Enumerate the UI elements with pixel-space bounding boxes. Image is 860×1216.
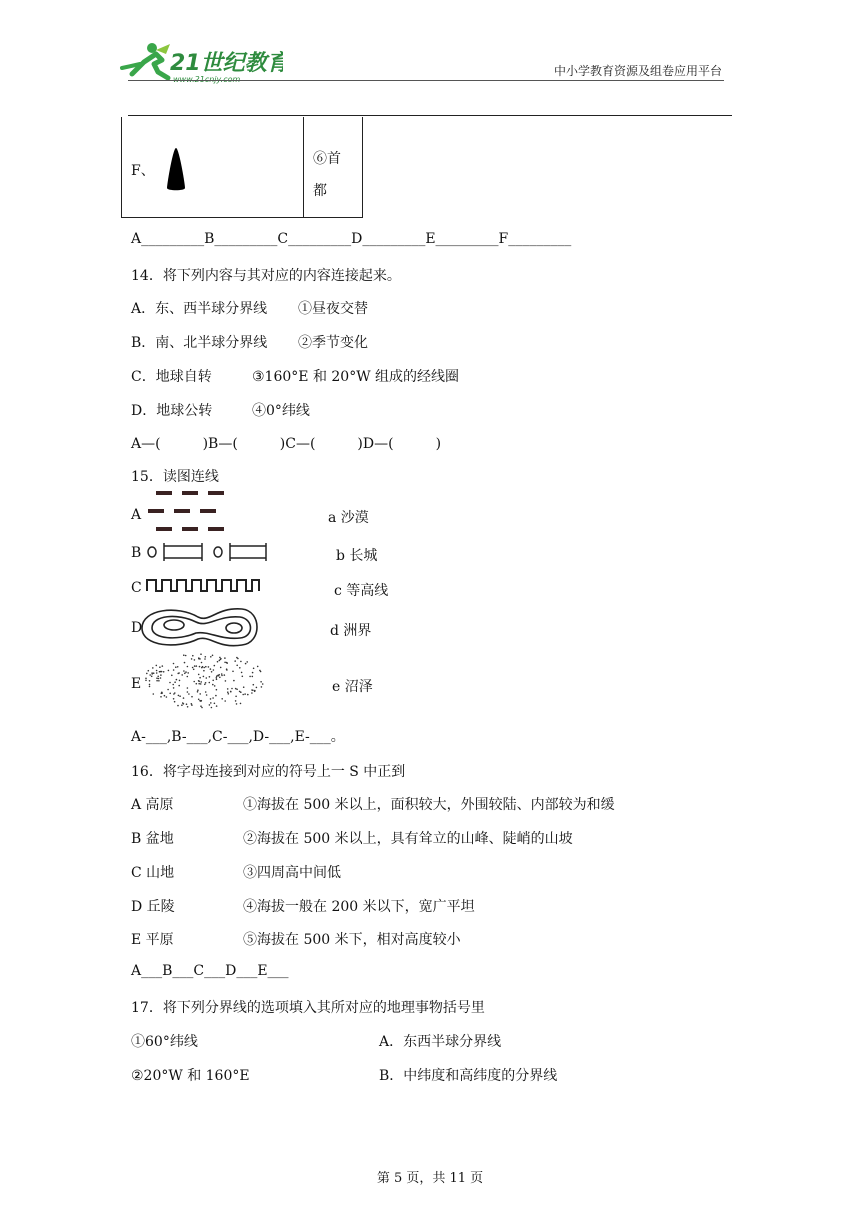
q14-right-item: ②季节变化 xyxy=(298,335,368,351)
q16-landform: B 盆地 xyxy=(131,831,174,847)
swamp-dashes-symbol-icon xyxy=(146,488,232,540)
q15-letter: C xyxy=(131,580,142,596)
q17-boundary-item: ①60°纬线 xyxy=(131,1034,198,1050)
contour-lines-symbol-icon xyxy=(138,603,262,657)
q15-answer: A-___,B-___,C-___,D-___,E-___。 xyxy=(131,729,345,745)
q16-answer: A___B___C___D___E___ xyxy=(131,963,289,979)
q16-title: 16．将字母连接到对应的符号上一 S 中正到 xyxy=(131,764,406,780)
continent-boundary-symbol-icon xyxy=(146,577,262,597)
great-wall-symbol-icon xyxy=(146,541,270,567)
q16-landform: D 丘陵 xyxy=(131,899,175,915)
q14-right-item: ③160°E 和 20°W 组成的经线圈 xyxy=(252,369,460,385)
q15-option: e 沼泽 xyxy=(332,679,373,695)
q16-landform: E 平原 xyxy=(131,932,174,948)
q17-boundary-item: ②20°W 和 160°E xyxy=(131,1068,250,1084)
q17-title: 17．将下列分界线的选项填入其所对应的地理事物括号里 xyxy=(131,1000,485,1016)
q15-option: c 等高线 xyxy=(334,583,389,599)
table-row-label: F、 xyxy=(131,163,155,179)
svg-text:21世纪教育: 21世纪教育 xyxy=(170,51,283,76)
header-divider xyxy=(128,80,724,81)
q17-geo-feature: A．东西半球分界线 xyxy=(379,1034,502,1050)
q16-description: ①海拔在 500 米以上，面积较大，外围较陆、内部较为和缓 xyxy=(243,797,615,813)
q15-letter: D xyxy=(131,620,143,636)
table-top-line xyxy=(128,115,732,116)
q14-left-item: B．南、北半球分界线 xyxy=(131,335,268,351)
q16-description: ⑤海拔在 500 米下，相对高度较小 xyxy=(243,932,461,948)
q17-geo-feature: B．中纬度和高纬度的分界线 xyxy=(379,1068,558,1084)
q15-option: d 洲界 xyxy=(330,623,372,639)
page-number: 第 5 页，共 11 页 xyxy=(376,1171,484,1186)
q14-answer: A—( )B—( )C—( )D—( ) xyxy=(131,436,442,452)
q15-letter: A xyxy=(131,507,142,523)
q13-answer-blanks: A_________B_________C_________D_________E_________F_________ xyxy=(131,231,572,247)
table-column-divider xyxy=(303,117,304,218)
q16-landform: A 高原 xyxy=(131,797,174,813)
q14-left-item: D．地球公转 xyxy=(131,403,213,419)
q15-title: 15．读图连线 xyxy=(131,469,219,485)
q15-option: b 长城 xyxy=(336,548,378,564)
q15-letter: E xyxy=(131,676,142,692)
q14-title: 14．将下列内容与其对应的内容连接起来。 xyxy=(131,268,401,284)
q16-description: ③四周高中间低 xyxy=(243,865,341,881)
header-platform-name: 中小学教育资源及组卷应用平台 xyxy=(553,64,722,78)
q16-landform: C 山地 xyxy=(131,865,175,881)
desert-dots-symbol-icon xyxy=(144,652,268,714)
q14-left-item: C．地球自转 xyxy=(131,369,212,385)
q16-description: ④海拔一般在 200 米以下，宽广平坦 xyxy=(243,899,475,915)
table-option-capital: ⑥首都 xyxy=(313,151,341,199)
q14-right-item: ①昼夜交替 xyxy=(298,301,368,317)
q15-option: a 沙漠 xyxy=(328,510,369,526)
mountain-peak-symbol-icon xyxy=(163,146,189,196)
q14-left-item: A．东、西半球分界线 xyxy=(131,301,268,317)
q16-description: ②海拔在 500 米以上，具有耸立的山峰、陡峭的山坡 xyxy=(243,831,573,847)
q14-right-item: ④0°纬线 xyxy=(252,403,310,419)
q15-letter: B xyxy=(131,545,142,561)
